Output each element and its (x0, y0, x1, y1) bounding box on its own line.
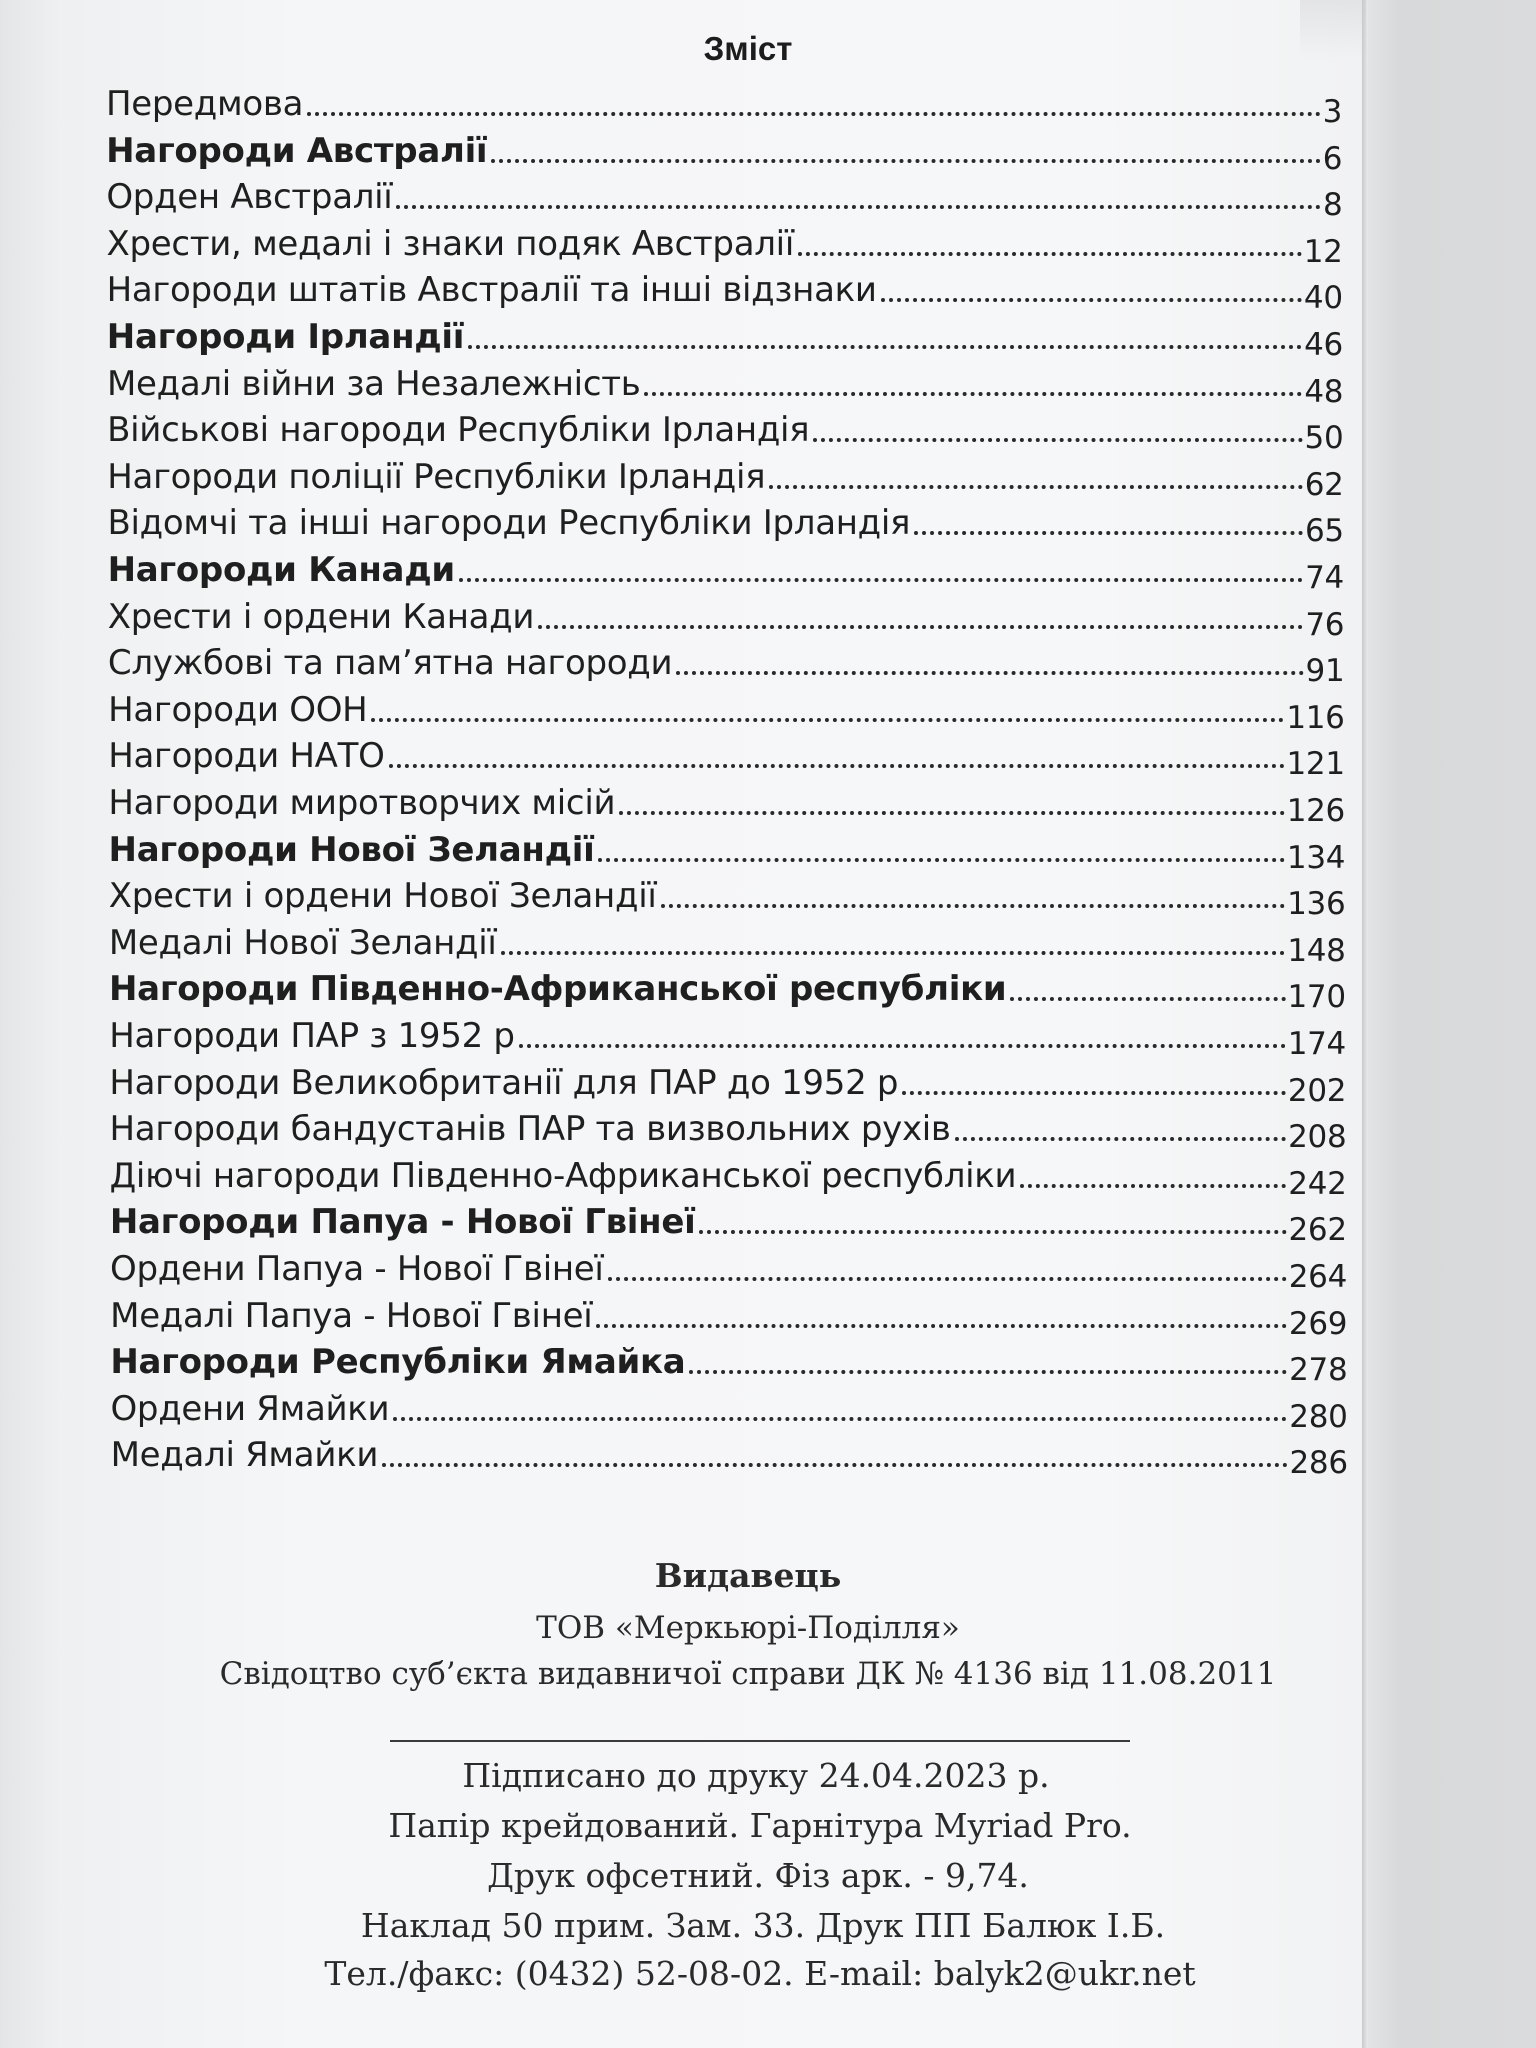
toc-title: Зміст (703, 30, 793, 67)
toc-entry (106, 78, 1342, 130)
toc-entry-label: Нагороди Нової Зеландії (108, 829, 595, 870)
toc-entry (106, 358, 1344, 410)
dot-leader (382, 1463, 1287, 1467)
dot-leader (914, 531, 1303, 535)
publisher-heading: Видавець (654, 1556, 842, 1595)
toc-entry (106, 218, 1343, 270)
toc-entry-page: 3 (1322, 94, 1342, 130)
toc-entry-page: 280 (1289, 1398, 1348, 1435)
toc-entry-label: Медалі Папуа - Нової Гвінеї (110, 1295, 593, 1336)
toc-entry-label: Нагороди НАТО (108, 736, 385, 777)
toc-entry (109, 1150, 1347, 1202)
dot-leader (389, 764, 1285, 768)
toc-entry-label: Хрести і ордени Канади (107, 596, 535, 637)
toc-entry (110, 1383, 1348, 1435)
toc-entry-page: 208 (1288, 1119, 1347, 1156)
page-edge (1362, 0, 1368, 2048)
paper-info: Папір крейдований. Гарнітура Myriad Pro. (388, 1806, 1132, 1845)
toc-entry (107, 497, 1344, 550)
toc-entry (108, 777, 1345, 829)
toc-entry (110, 1243, 1347, 1295)
dot-leader (396, 205, 1320, 209)
toc-entry-page: 202 (1287, 1072, 1347, 1109)
toc-entry (108, 917, 1346, 969)
toc-entry-page: 269 (1288, 1305, 1348, 1342)
dot-leader (538, 625, 1303, 629)
toc-entry-page: 286 (1289, 1445, 1348, 1482)
toc-entry-page: 46 (1304, 327, 1343, 363)
toc-entry (109, 1010, 1346, 1062)
toc-entry (106, 264, 1343, 317)
toc-entry-label: Хрести, медалі і знаки подяк Австралії (106, 223, 794, 264)
toc-entry-label: Нагороди Канади (107, 550, 455, 590)
toc-entry-label: Орден Австралії (106, 177, 393, 218)
toc-entry-label: Діючі нагороди Південно-Африканської республіки (109, 1155, 1017, 1196)
toc-entry (107, 404, 1344, 457)
toc-entry-label: Нагороди ПАР з 1952 р (109, 1016, 515, 1056)
toc-entry-label: Хрести і ордени Нової Зеландії (108, 876, 657, 917)
toc-entry-page: 126 (1286, 793, 1345, 829)
toc-entry-page: 116 (1286, 699, 1345, 736)
toc-entry (106, 311, 1343, 363)
contact-info: Тел./факс: (0432) 52-08-02. E-mail: balyk2@ukr.net (324, 1954, 1196, 1993)
toc-entry-label: Нагороди Південно-Африканської республіки (109, 969, 1007, 1010)
toc-entry-page: 40 (1303, 280, 1343, 317)
dot-leader (459, 578, 1303, 582)
toc-entry-page: 264 (1288, 1259, 1347, 1295)
toc-entry (109, 963, 1346, 1016)
toc-entry-page: 65 (1304, 513, 1344, 550)
toc-entry-label: Нагороди поліції Республіки Ірландія (107, 456, 766, 497)
dot-leader (661, 904, 1286, 908)
toc-entry-page: 134 (1286, 839, 1346, 876)
toc-entry (108, 870, 1346, 923)
toc-entry (110, 1336, 1348, 1389)
toc-entry (107, 637, 1345, 690)
dot-leader (501, 951, 1286, 955)
divider (390, 1740, 1130, 1742)
toc-entry (108, 684, 1345, 736)
toc-entry-label: Нагороди Австралії (106, 130, 488, 171)
toc-entry-label: Нагороди ООН (108, 689, 368, 730)
dot-leader (468, 345, 1302, 349)
dot-leader (393, 1417, 1287, 1421)
toc-entry-page: 148 (1287, 932, 1346, 969)
toc-entry-page: 136 (1287, 886, 1346, 923)
toc-entry-label: Нагороди Папуа - Нової Гвінеї (109, 1202, 696, 1243)
toc-entry-page: 278 (1289, 1352, 1348, 1389)
dot-leader (644, 392, 1302, 396)
dot-leader (307, 112, 1320, 116)
toc-entry-label: Службові та пам’ятна нагороди (107, 643, 673, 684)
dot-leader (902, 1091, 1286, 1095)
toc-entry-label: Нагороди штатів Австралії та інші відзнаки (106, 270, 877, 311)
toc-entry-page: 12 (1303, 233, 1343, 270)
toc-entry-page: 262 (1288, 1212, 1347, 1249)
dot-leader (519, 1044, 1286, 1048)
toc-entry (107, 451, 1344, 503)
dot-leader (608, 1277, 1287, 1281)
toc-entry-page: 91 (1305, 653, 1345, 690)
toc-entry-label: Ордени Ямайки (110, 1388, 390, 1429)
dot-leader (689, 1370, 1287, 1374)
toc-entry-label: Відомчі та інші нагороди Республіки Ірландія (107, 503, 911, 544)
toc-entry-page: 242 (1288, 1165, 1347, 1202)
dot-leader (619, 811, 1284, 815)
toc-entry (110, 1290, 1348, 1342)
toc-entry-label: Ордени Папуа - Нової Гвінеї (110, 1249, 604, 1289)
toc-entry-label: Нагороди Ірландії (106, 317, 465, 357)
toc-entry-page: 50 (1304, 420, 1344, 457)
toc-entry-label: Нагороди миротворчих місій (108, 783, 616, 823)
signed-to-print: Підписано до друку 24.04.2023 р. (462, 1756, 1050, 1795)
dot-leader (491, 159, 1320, 163)
publisher-name: ТОВ «Меркьюрі-Поділля» (536, 1610, 960, 1646)
toc-entry-page: 6 (1322, 140, 1343, 177)
toc-entry-page: 76 (1305, 606, 1345, 643)
toc-entry (106, 125, 1343, 177)
toc-entry (109, 1057, 1347, 1109)
dot-leader (598, 858, 1284, 862)
dot-leader (881, 298, 1302, 302)
dot-leader (676, 671, 1303, 675)
toc-entry-label: Передмова (106, 84, 304, 124)
dot-leader (798, 252, 1302, 256)
toc-entry-label: Військові нагороди Республіки Ірландія (107, 410, 810, 451)
edition-info: Наклад 50 прим. Зам. 33. Друк ПП Балюк І.Б. (360, 1906, 1166, 1945)
toc-entry (106, 171, 1343, 224)
dot-leader (1020, 1184, 1286, 1188)
toc-entry-label: Медалі Ямайки (110, 1435, 379, 1476)
dot-leader (1010, 997, 1285, 1001)
toc-entry-page: 48 (1304, 373, 1344, 410)
toc-entry-page: 8 (1322, 187, 1343, 224)
toc-entry (108, 730, 1345, 783)
toc-entry-label: Нагороди бандустанів ПАР та визвольних рухів (109, 1109, 951, 1150)
toc-entry-label: Нагороди Великобританії для ПАР до 1952 р (109, 1062, 899, 1103)
print-info: Друк офсетний. Фіз арк. - 9,74. (487, 1856, 1029, 1895)
toc-entry-page: 170 (1287, 979, 1346, 1016)
toc-entry-page: 174 (1287, 1026, 1346, 1062)
toc-entry (109, 1196, 1347, 1249)
toc-entry-page: 74 (1305, 560, 1344, 596)
toc-entry (110, 1429, 1348, 1482)
toc-entry (107, 544, 1344, 596)
dot-leader (371, 718, 1284, 722)
toc-entry (108, 824, 1346, 876)
publisher-certificate: Свідоцтво суб’єкта видавничої справи ДК № 4136 від 11.08.2011 (219, 1656, 1277, 1692)
toc-entry-label: Нагороди Республіки Ямайка (110, 1342, 686, 1383)
dot-leader (955, 1137, 1286, 1141)
dot-leader (813, 438, 1302, 442)
dot-leader (769, 485, 1302, 489)
toc-entry (107, 591, 1345, 643)
toc-entry (109, 1103, 1347, 1156)
toc-entry-page: 62 (1304, 466, 1344, 503)
dot-leader (699, 1230, 1286, 1234)
toc-entry-label: Медалі війни за Незалежність (106, 363, 641, 404)
toc-entry-page: 121 (1286, 746, 1345, 783)
toc-entry-label: Медалі Нової Зеландії (108, 922, 497, 963)
dot-leader (596, 1324, 1287, 1328)
